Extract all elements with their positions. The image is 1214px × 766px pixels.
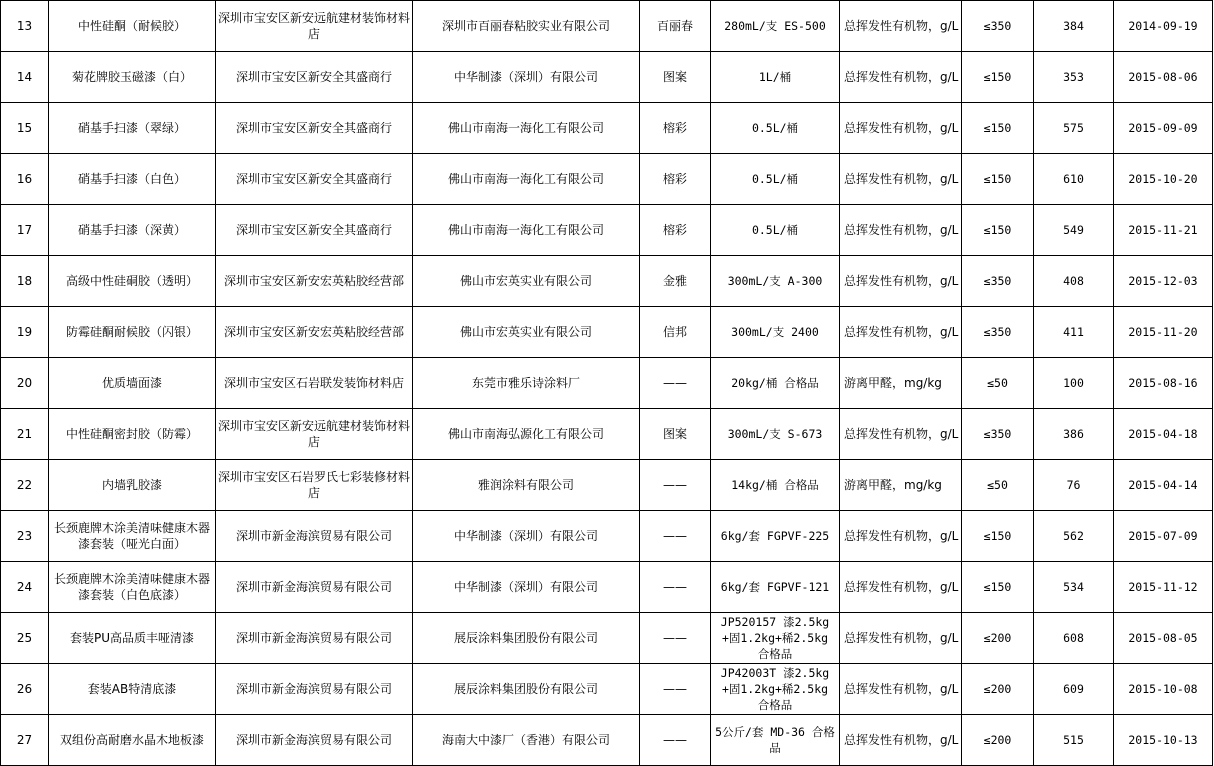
brand-name-cell: —— [640,460,711,511]
limit-cell: ≤350 [962,256,1034,307]
measured-value-cell: 610 [1034,154,1114,205]
test-item-cell: 游离甲醛，mg/kg [840,358,962,409]
spec-cell: 6kg/套 FGPVF-121 [711,562,840,613]
production-date-cell: 2015-10-13 [1114,715,1213,766]
production-date-cell: 2015-11-20 [1114,307,1213,358]
product-name-cell: 中性硅酮密封胶（防霉） [49,409,216,460]
table-row [1,307,1213,358]
seller-name-cell: 深圳市宝安区新安全其盛商行 [216,205,413,256]
manufacturer-name-cell: 雅润涂料有限公司 [413,460,640,511]
seller-name-cell: 深圳市宝安区新安宏英粘胶经营部 [216,256,413,307]
measured-value-cell: 76 [1034,460,1114,511]
product-name-cell: 长颈鹿牌木涂美清味健康木器漆套装（哑光白面） [49,511,216,562]
manufacturer-name-cell: 佛山市宏英实业有限公司 [413,256,640,307]
production-date-cell: 2015-11-12 [1114,562,1213,613]
spec-cell: 0.5L/桶 [711,154,840,205]
product-name-cell: 中性硅酮（耐候胶） [49,1,216,52]
manufacturer-name-cell: 中华制漆（深圳）有限公司 [413,562,640,613]
test-item-cell: 总挥发性有机物，g/L [840,52,962,103]
seller-name-cell: 深圳市宝安区石岩罗氏七彩装修材料店 [216,460,413,511]
production-date-cell: 2015-04-18 [1114,409,1213,460]
product-name-cell: 套装PU高品质丰哑清漆 [49,613,216,664]
production-date-cell: 2015-11-21 [1114,205,1213,256]
manufacturer-name-cell: 佛山市南海一海化工有限公司 [413,205,640,256]
row-number-cell: 21 [1,409,49,460]
limit-cell: ≤150 [962,562,1034,613]
manufacturer-name-cell: 海南大中漆厂（香港）有限公司 [413,715,640,766]
seller-name-cell: 深圳市宝安区新安宏英粘胶经营部 [216,307,413,358]
production-date-cell: 2015-09-09 [1114,103,1213,154]
test-item-cell: 总挥发性有机物，g/L [840,1,962,52]
seller-name-cell: 深圳市宝安区新安远航建材装饰材料店 [216,1,413,52]
table-row [1,460,1213,511]
row-number-cell: 24 [1,562,49,613]
production-date-cell: 2015-04-14 [1114,460,1213,511]
table-body [1,1,1213,766]
limit-cell: ≤350 [962,409,1034,460]
table-row [1,715,1213,766]
table-row [1,358,1213,409]
spec-cell: 5公斤/套 MD-36 合格品 [711,715,840,766]
table-row [1,613,1213,664]
manufacturer-name-cell: 中华制漆（深圳）有限公司 [413,52,640,103]
brand-name-cell: —— [640,715,711,766]
test-item-cell: 总挥发性有机物，g/L [840,103,962,154]
limit-cell: ≤50 [962,358,1034,409]
manufacturer-name-cell: 东莞市雅乐诗涂料厂 [413,358,640,409]
brand-name-cell: —— [640,664,711,715]
product-name-cell: 硝基手扫漆（翠绿） [49,103,216,154]
test-item-cell: 总挥发性有机物，g/L [840,715,962,766]
row-number-cell: 14 [1,52,49,103]
production-date-cell: 2015-08-05 [1114,613,1213,664]
seller-name-cell: 深圳市宝安区新安全其盛商行 [216,103,413,154]
brand-name-cell: —— [640,358,711,409]
measured-value-cell: 575 [1034,103,1114,154]
measured-value-cell: 384 [1034,1,1114,52]
manufacturer-name-cell: 展辰涂料集团股份有限公司 [413,664,640,715]
brand-name-cell: 榕彩 [640,205,711,256]
product-name-cell: 菊花牌胶玉磁漆（白） [49,52,216,103]
seller-name-cell: 深圳市宝安区新安全其盛商行 [216,52,413,103]
limit-cell: ≤150 [962,103,1034,154]
row-number-cell: 22 [1,460,49,511]
limit-cell: ≤150 [962,511,1034,562]
brand-name-cell: 百丽春 [640,1,711,52]
brand-name-cell: 图案 [640,409,711,460]
test-item-cell: 总挥发性有机物，g/L [840,205,962,256]
measured-value-cell: 353 [1034,52,1114,103]
row-number-cell: 18 [1,256,49,307]
spec-cell: JP520157 漆2.5kg+固1.2kg+稀2.5kg 合格品 [711,613,840,664]
limit-cell: ≤350 [962,1,1034,52]
product-name-cell: 优质墙面漆 [49,358,216,409]
production-date-cell: 2015-08-06 [1114,52,1213,103]
spec-cell: 280mL/支 ES-500 [711,1,840,52]
seller-name-cell: 深圳市新金海滨贸易有限公司 [216,562,413,613]
product-name-cell: 长颈鹿牌木涂美清味健康木器漆套装（白色底漆） [49,562,216,613]
table-row [1,256,1213,307]
product-name-cell: 套装AB特清底漆 [49,664,216,715]
test-item-cell: 游离甲醛，mg/kg [840,460,962,511]
test-item-cell: 总挥发性有机物，g/L [840,562,962,613]
measured-value-cell: 609 [1034,664,1114,715]
test-item-cell: 总挥发性有机物，g/L [840,613,962,664]
table-row [1,562,1213,613]
manufacturer-name-cell: 中华制漆（深圳）有限公司 [413,511,640,562]
product-name-cell: 硝基手扫漆（深黄） [49,205,216,256]
brand-name-cell: 图案 [640,52,711,103]
measured-value-cell: 608 [1034,613,1114,664]
brand-name-cell: 金雅 [640,256,711,307]
production-date-cell: 2015-10-08 [1114,664,1213,715]
brand-name-cell: 榕彩 [640,103,711,154]
product-name-cell: 硝基手扫漆（白色） [49,154,216,205]
limit-cell: ≤150 [962,154,1034,205]
manufacturer-name-cell: 佛山市南海弘源化工有限公司 [413,409,640,460]
test-item-cell: 总挥发性有机物，g/L [840,307,962,358]
measured-value-cell: 562 [1034,511,1114,562]
limit-cell: ≤150 [962,52,1034,103]
product-name-cell: 高级中性硅硐胶（透明） [49,256,216,307]
measured-value-cell: 549 [1034,205,1114,256]
spec-cell: 0.5L/桶 [711,103,840,154]
test-item-cell: 总挥发性有机物，g/L [840,256,962,307]
manufacturer-name-cell: 佛山市南海一海化工有限公司 [413,154,640,205]
table-row [1,103,1213,154]
spec-cell: JP42003T 漆2.5kg+固1.2kg+稀2.5kg 合格品 [711,664,840,715]
row-number-cell: 26 [1,664,49,715]
spec-cell: 300mL/支 A-300 [711,256,840,307]
measured-value-cell: 386 [1034,409,1114,460]
row-number-cell: 15 [1,103,49,154]
product-name-cell: 防霉硅酮耐候胶（闪银） [49,307,216,358]
spec-cell: 14kg/桶 合格品 [711,460,840,511]
row-number-cell: 27 [1,715,49,766]
manufacturer-name-cell: 展辰涂料集团股份有限公司 [413,613,640,664]
production-date-cell: 2015-08-16 [1114,358,1213,409]
row-number-cell: 25 [1,613,49,664]
spec-cell: 300mL/支 S-673 [711,409,840,460]
manufacturer-name-cell: 佛山市南海一海化工有限公司 [413,103,640,154]
seller-name-cell: 深圳市新金海滨贸易有限公司 [216,664,413,715]
manufacturer-name-cell: 深圳市百丽春粘胶实业有限公司 [413,1,640,52]
seller-name-cell: 深圳市新金海滨贸易有限公司 [216,715,413,766]
limit-cell: ≤50 [962,460,1034,511]
spec-cell: 300mL/支 2400 [711,307,840,358]
production-date-cell: 2015-12-03 [1114,256,1213,307]
brand-name-cell: —— [640,562,711,613]
table-row [1,1,1213,52]
product-name-cell: 内墙乳胶漆 [49,460,216,511]
limit-cell: ≤150 [962,205,1034,256]
brand-name-cell: 榕彩 [640,154,711,205]
limit-cell: ≤350 [962,307,1034,358]
row-number-cell: 20 [1,358,49,409]
spec-cell: 1L/桶 [711,52,840,103]
brand-name-cell: 信邦 [640,307,711,358]
table-row [1,409,1213,460]
row-number-cell: 19 [1,307,49,358]
test-item-cell: 总挥发性有机物，g/L [840,409,962,460]
table-row [1,52,1213,103]
spec-cell: 0.5L/桶 [711,205,840,256]
production-date-cell: 2015-07-09 [1114,511,1213,562]
seller-name-cell: 深圳市宝安区新安远航建材装饰材料店 [216,409,413,460]
measured-value-cell: 534 [1034,562,1114,613]
row-number-cell: 17 [1,205,49,256]
table-row [1,664,1213,715]
limit-cell: ≤200 [962,664,1034,715]
manufacturer-name-cell: 佛山市宏英实业有限公司 [413,307,640,358]
table-row [1,205,1213,256]
measured-value-cell: 408 [1034,256,1114,307]
spec-cell: 6kg/套 FGPVF-225 [711,511,840,562]
measured-value-cell: 100 [1034,358,1114,409]
product-name-cell: 双组份高耐磨水晶木地板漆 [49,715,216,766]
spec-cell: 20kg/桶 合格品 [711,358,840,409]
seller-name-cell: 深圳市宝安区石岩联发装饰材料店 [216,358,413,409]
limit-cell: ≤200 [962,613,1034,664]
seller-name-cell: 深圳市新金海滨贸易有限公司 [216,613,413,664]
brand-name-cell: —— [640,511,711,562]
test-item-cell: 总挥发性有机物，g/L [840,154,962,205]
measured-value-cell: 515 [1034,715,1114,766]
table-row [1,154,1213,205]
measured-value-cell: 411 [1034,307,1114,358]
seller-name-cell: 深圳市新金海滨贸易有限公司 [216,511,413,562]
row-number-cell: 23 [1,511,49,562]
production-date-cell: 2014-09-19 [1114,1,1213,52]
production-date-cell: 2015-10-20 [1114,154,1213,205]
brand-name-cell: —— [640,613,711,664]
limit-cell: ≤200 [962,715,1034,766]
seller-name-cell: 深圳市宝安区新安全其盛商行 [216,154,413,205]
test-item-cell: 总挥发性有机物，g/L [840,511,962,562]
row-number-cell: 13 [1,1,49,52]
table-row [1,511,1213,562]
row-number-cell: 16 [1,154,49,205]
test-item-cell: 总挥发性有机物，g/L [840,664,962,715]
